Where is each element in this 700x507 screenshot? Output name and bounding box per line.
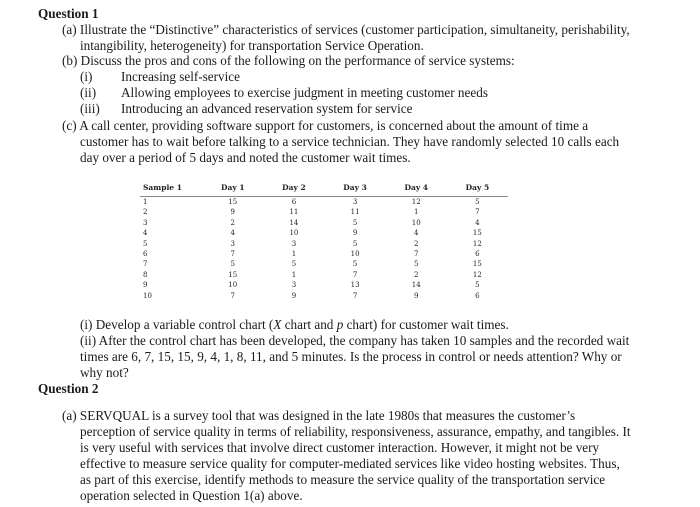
q1a-line-1: (a) Illustrate the “Distinctive” characteristics of services (customer participation, simultaneity, perishability,: [62, 22, 630, 37]
wait-time-cell: 9: [230, 208, 235, 217]
wait-time-cell: 5: [352, 218, 358, 227]
wait-time-cell: 7: [414, 249, 419, 258]
sample-number-cell: 2: [143, 208, 148, 217]
wait-time-cell: 9: [414, 291, 419, 300]
wait-time-cell: 10: [411, 218, 421, 227]
sample-number-cell: 1: [143, 198, 148, 206]
sample-number-cell: 7: [143, 260, 148, 269]
q1c-line-1: (c) A call center, providing software support for customers, is concerned about the amount of time a: [62, 118, 589, 133]
wait-time-cell: 7: [352, 270, 358, 279]
wait-time-cell: 4: [414, 229, 419, 238]
q1b-item-1-num: (i): [80, 69, 93, 84]
q1c-line-2: customer has to wait before talking to a service technician. They have randomly selected 10 calls each: [80, 134, 620, 149]
q1c-i-pre: (i) Develop a variable control chart (: [80, 317, 274, 332]
header-day-5: Day 5: [465, 183, 490, 192]
sample-number-cell: 6: [143, 249, 148, 258]
wait-time-cell: 11: [289, 208, 299, 217]
wait-time-cell: 4: [475, 218, 480, 227]
q1c-line-3: day over a period of 5 days and noted the customer wait times.: [80, 150, 411, 165]
header-sample: Sample 1: [143, 183, 182, 192]
wait-time-cell: 15: [228, 198, 238, 206]
q1c-ii-line-3: why not?: [80, 365, 129, 380]
table-row: [140, 249, 508, 259]
wait-time-cell: 7: [230, 291, 235, 300]
q1c-ii-line-2: times are 6, 7, 15, 15, 9, 4, 1, 8, 11, and 5 minutes. Is the process in control or needs attention? Why or: [80, 349, 622, 364]
wait-time-cell: 5: [352, 260, 358, 269]
wait-time-cell: 5: [352, 239, 358, 248]
wait-time-cell: 3: [291, 239, 297, 248]
question-1-title: Question 1: [38, 6, 99, 21]
q1c-i-x: X: [273, 317, 282, 332]
wait-time-cell: 1: [291, 270, 297, 279]
wait-time-cell: 15: [228, 270, 238, 279]
table-row: [140, 239, 508, 249]
wait-time-cell: 9: [291, 291, 297, 300]
wait-time-cell: 1: [291, 249, 297, 258]
q2a-line-5: as part of this exercise, identify methods to measure the service quality of the transportation service: [80, 472, 606, 487]
sample-number-cell: 10: [143, 291, 152, 300]
wait-time-cell: 10: [228, 281, 238, 290]
wait-time-cell: 7: [475, 208, 480, 217]
wait-time-cell: 3: [230, 239, 235, 248]
q1c-ii-line-1: (ii) After the control chart has been developed, the company has taken 10 samples and the recorded wait: [80, 333, 630, 348]
wait-time-cell: 15: [472, 260, 482, 269]
q1b-item-3-num: (iii): [80, 101, 100, 116]
table-row: [140, 270, 508, 280]
header-day-3: Day 3: [343, 183, 367, 192]
table-body: [140, 197, 508, 301]
wait-time-cell: 15: [472, 229, 482, 238]
wait-time-cell: 5: [475, 281, 480, 290]
q1c-i-mid: chart and: [281, 317, 337, 332]
wait-time-cell: 3: [352, 198, 358, 206]
q1b-item-2-text: Allowing employees to exercise judgment in meeting customer needs: [121, 85, 488, 100]
wait-time-cell: 10: [289, 229, 299, 238]
wait-time-cell: 1: [414, 208, 419, 217]
wait-time-cell: 2: [414, 239, 419, 248]
wait-time-cell: 14: [411, 281, 421, 290]
sample-number-cell: 3: [143, 218, 148, 227]
wait-time-cell: 2: [414, 270, 419, 279]
wait-time-cell: 7: [352, 291, 358, 300]
wait-time-cell: 13: [350, 281, 360, 290]
q1c-i-post: chart) for customer wait times.: [343, 317, 509, 332]
wait-time-cell: 11: [350, 208, 360, 217]
wait-time-cell: 5: [414, 260, 419, 269]
q1c-i: [80, 317, 509, 332]
wait-time-cell: 4: [230, 229, 235, 238]
sample-number-cell: 4: [143, 229, 148, 238]
wait-time-cell: 12: [472, 239, 482, 248]
q1b-item-3-text: Introducing an advanced reservation system for service: [121, 101, 413, 116]
wait-time-cell: 2: [230, 218, 235, 227]
q1b-item-2-num: (ii): [80, 85, 97, 100]
table-row: [140, 291, 508, 301]
table-row: [140, 259, 508, 269]
table-row: [140, 218, 508, 228]
table-row: [140, 197, 508, 207]
question-2-title: Question 2: [38, 381, 99, 396]
q2a-line-4: effective to measure service quality for computer-mediated services like video hosting websites. Thus,: [80, 456, 620, 471]
wait-time-cell: 5: [291, 260, 297, 269]
table-row: [140, 280, 508, 290]
q1a-line-2: intangibility, heterogeneity) for transportation Service Operation.: [80, 38, 424, 53]
sample-number-cell: 9: [143, 281, 148, 290]
table-row: [140, 207, 508, 217]
wait-time-cell: 3: [291, 281, 297, 290]
q1b-intro: (b) Discuss the pros and cons of the following on the performance of service systems:: [62, 53, 515, 68]
wait-times-table: [140, 182, 508, 301]
q2a-line-3: is very useful with services that involve direct customer interaction. However, it might not be very: [80, 440, 600, 455]
q1b-item-1-text: Increasing self-service: [121, 69, 240, 84]
q2a-line-1: (a) SERVQUAL is a survey tool that was designed in the late 1980s that measures the customer’s: [62, 408, 576, 423]
wait-time-cell: 10: [350, 249, 360, 258]
header-day-4: Day 4: [404, 183, 429, 192]
header-day-1: Day 1: [220, 183, 245, 192]
wait-time-cell: 5: [475, 198, 480, 206]
wait-time-cell: 9: [352, 229, 358, 238]
table-header-row: [140, 182, 508, 197]
wait-time-cell: 6: [475, 291, 480, 300]
header-day-2: Day 2: [282, 183, 306, 192]
sample-number-cell: 5: [143, 239, 148, 248]
sample-number-cell: 8: [143, 270, 148, 279]
wait-time-cell: 7: [230, 249, 235, 258]
wait-time-cell: 5: [230, 260, 235, 269]
wait-time-cell: 14: [289, 218, 299, 227]
wait-time-cell: 6: [475, 249, 480, 258]
wait-time-cell: 6: [291, 198, 297, 206]
q1c-i-p: p: [336, 317, 344, 332]
table-row: [140, 228, 508, 238]
q2a-line-6: operation selected in Question 1(a) above.: [80, 488, 303, 503]
wait-time-cell: 12: [411, 198, 421, 206]
wait-time-cell: 12: [472, 270, 482, 279]
q2a-line-2: perception of service quality in terms of reliability, responsiveness, assurance, empathy, and tangibles. It: [80, 424, 631, 439]
